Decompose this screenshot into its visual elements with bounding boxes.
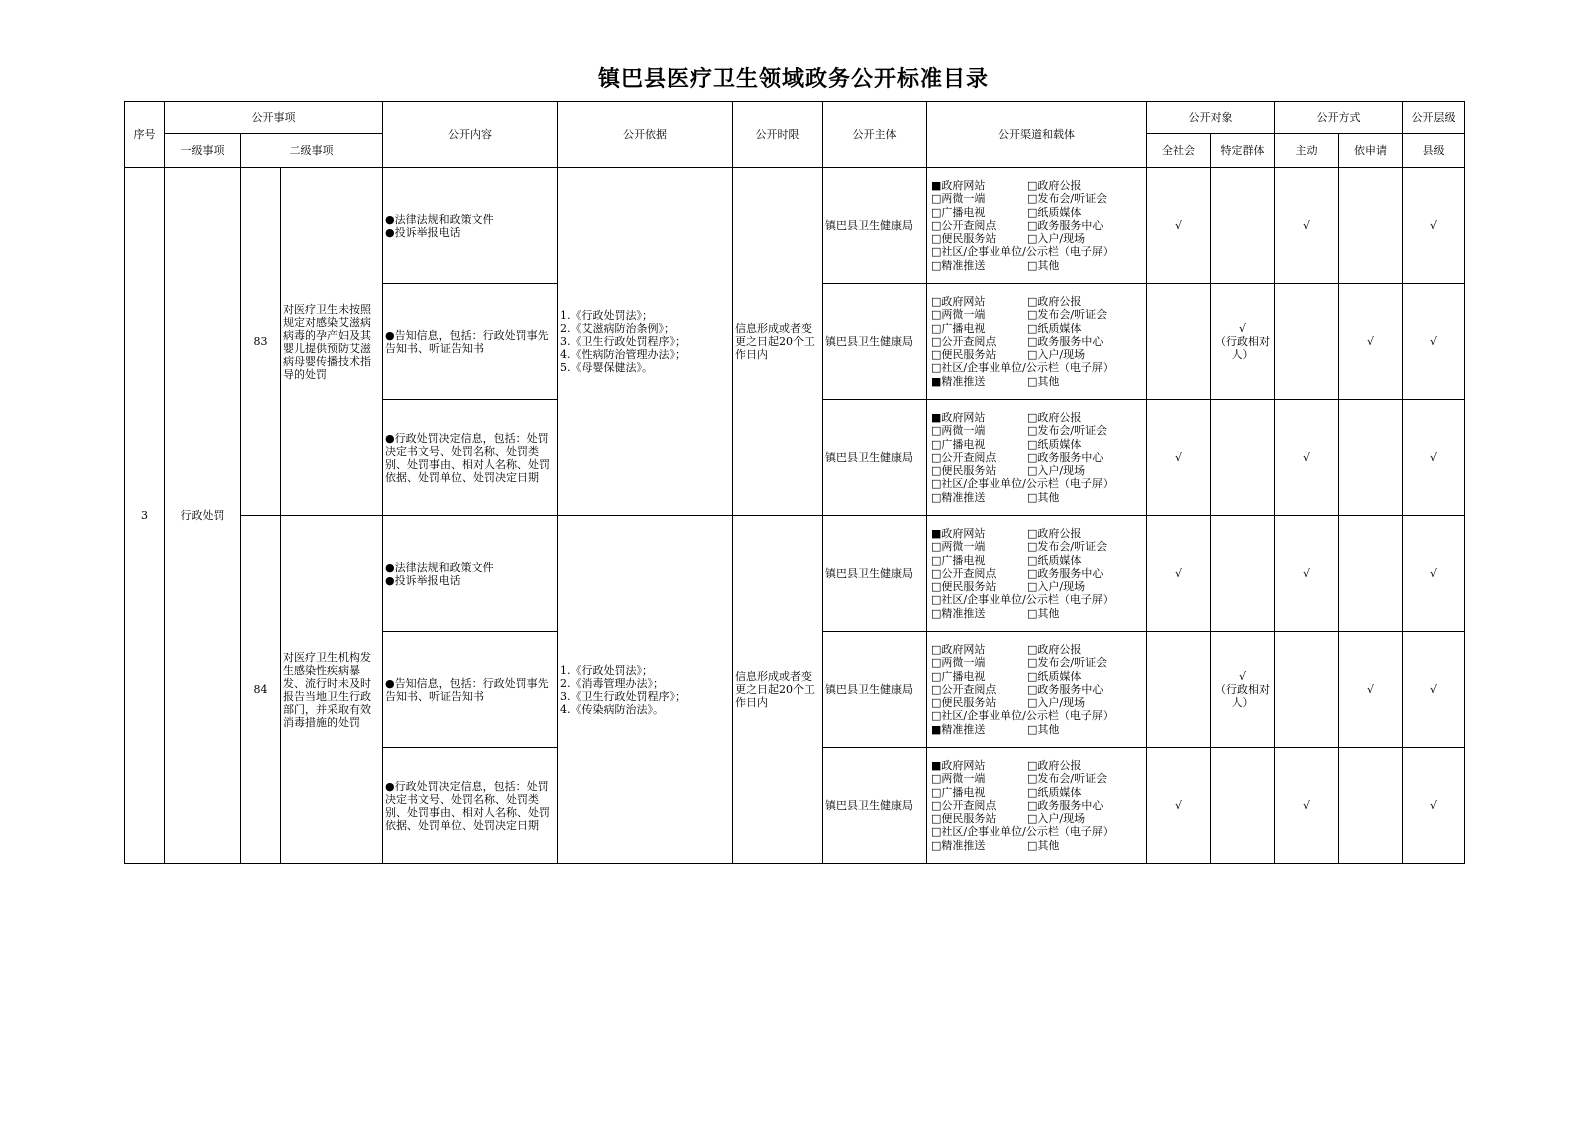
channel-item: □发布会/听证会: [1027, 540, 1108, 554]
basis-cell: [558, 168, 733, 516]
channel-item: □其他: [1027, 490, 1060, 504]
catalog-table: [124, 101, 1465, 864]
channel-item: □其他: [1027, 722, 1060, 736]
channel-item: □公开查阅点: [931, 450, 997, 464]
level-county-check: √: [1403, 516, 1465, 632]
header-channels: 公开渠道和载体: [927, 102, 1147, 168]
basis-line: 4.《传染病防治法》。: [560, 702, 665, 716]
header-subject: 公开主体: [823, 102, 927, 168]
channel-item: ■精准推送: [931, 722, 986, 736]
channel-item: □政府公报: [1027, 295, 1082, 309]
channel-item: □入户/现场: [1027, 464, 1086, 478]
basis-line: 2.《消毒管理办法》；: [560, 676, 665, 690]
content-hotline-line: ●投诉举报电话: [385, 573, 461, 587]
channel-item: □入户/现场: [1027, 812, 1086, 826]
channel-item: □政府公报: [1027, 411, 1082, 425]
channel-item: □入户/现场: [1027, 348, 1086, 362]
channel-item: ■政府网站: [931, 759, 986, 773]
group-level1: 行政处罚: [165, 168, 241, 864]
basis-line: 1.《行政处罚法》；: [560, 309, 654, 322]
channel-item: □精准推送: [931, 838, 986, 852]
basis-line: 4.《性病防治管理办法》；: [560, 348, 687, 361]
time-limit: 信息形成或者变更之日起20个工作日内: [733, 516, 823, 864]
header-items: 公开事项: [165, 102, 383, 134]
channel-item: □便民服务站: [931, 580, 997, 594]
subject-cell: 镇巴县卫生健康局: [823, 168, 927, 284]
channel-item: □公开查阅点: [931, 798, 997, 812]
channel-item: □广播电视: [931, 785, 986, 799]
target-all-check: √: [1147, 400, 1211, 516]
target-all-check: √: [1147, 516, 1211, 632]
channel-item: □广播电视: [931, 437, 986, 451]
header-basis: 公开依据: [558, 102, 733, 168]
method-request-empty: [1339, 516, 1403, 632]
header-method-request: 依申请: [1339, 134, 1403, 168]
channel-item: □其他: [1027, 258, 1060, 272]
channel-item: □两微一端: [931, 192, 986, 206]
channel-item: □政务服务中心: [1027, 218, 1104, 232]
channel-item: □纸质媒体: [1027, 785, 1082, 799]
channel-item: □广播电视: [931, 205, 986, 219]
channel-item: □政府公报: [1027, 527, 1082, 541]
subject-cell: 镇巴县卫生健康局: [823, 748, 927, 864]
channel-item: □精准推送: [931, 606, 986, 620]
content-notice: ●告知信息，包括：行政处罚事先告知书、听证告知书: [383, 632, 558, 748]
method-active-check: √: [1275, 400, 1339, 516]
channel-item: □公开查阅点: [931, 218, 997, 232]
specific-check-text: （行政相对人）: [1215, 335, 1271, 361]
channel-item: □纸质媒体: [1027, 321, 1082, 335]
basis-line: 3.《卫生行政处罚程序》；: [560, 335, 687, 348]
channel-item: □两微一端: [931, 656, 986, 670]
channel-item: □便民服务站: [931, 232, 997, 246]
content-laws-line: ●法律法规和政策文件: [385, 212, 494, 226]
level-county-check: √: [1403, 632, 1465, 748]
channel-item: □社区/企事业单位/公示栏（电子屏）: [931, 825, 1114, 839]
item-name: 对医疗卫生机构发生感染性疾病暴发、流行时未及时报告当地卫生行政部门，并采取有效消毒措施的处罚: [281, 516, 383, 864]
channel-item: □入户/现场: [1027, 232, 1086, 246]
header-target-specific: 特定群体: [1211, 134, 1275, 168]
channel-item: □发布会/听证会: [1027, 772, 1108, 786]
channel-item: □入户/现场: [1027, 696, 1086, 710]
channel-item: □政务服务中心: [1027, 566, 1104, 580]
target-specific-empty: [1211, 400, 1275, 516]
channel-item: □政府公报: [1027, 759, 1082, 773]
header-content: 公开内容: [383, 102, 558, 168]
target-specific-check: [1211, 284, 1275, 400]
channel-item: □发布会/听证会: [1027, 656, 1108, 670]
target-specific-check: [1211, 632, 1275, 748]
page-title: 镇巴县医疗卫生领域政务公开标准目录: [597, 66, 989, 92]
channel-item: □社区/企事业单位/公示栏（电子屏）: [931, 593, 1114, 607]
method-active-check: √: [1275, 748, 1339, 864]
level-county-check: √: [1403, 748, 1465, 864]
method-active-empty: [1275, 284, 1339, 400]
channel-item: ■政府网站: [931, 179, 986, 193]
level-county-check: √: [1403, 400, 1465, 516]
channel-item: □纸质媒体: [1027, 669, 1082, 683]
channels-grid: [929, 759, 1144, 851]
content-laws: [383, 168, 558, 284]
method-active-empty: [1275, 632, 1339, 748]
specific-check-mark: √: [1239, 670, 1247, 683]
channel-item: □发布会/听证会: [1027, 424, 1108, 438]
level-county-check: √: [1403, 168, 1465, 284]
target-all-check: √: [1147, 748, 1211, 864]
header-seq: 序号: [125, 102, 165, 168]
header-method-active: 主动: [1275, 134, 1339, 168]
channel-item: ■政府网站: [931, 527, 986, 541]
target-specific-empty: [1211, 748, 1275, 864]
channel-item: □精准推送: [931, 490, 986, 504]
group-seq: 3: [125, 168, 165, 864]
channel-item: □政府公报: [1027, 179, 1082, 193]
channels-cell: [927, 168, 1147, 284]
method-request-empty: [1339, 168, 1403, 284]
target-specific-empty: [1211, 168, 1275, 284]
header-level: 公开层级: [1403, 102, 1465, 134]
channel-item: □公开查阅点: [931, 334, 997, 348]
channel-item: ■政府网站: [931, 411, 986, 425]
channels-cell: [927, 400, 1147, 516]
basis-line: 1.《行政处罚法》；: [560, 663, 654, 677]
channel-item: □广播电视: [931, 669, 986, 683]
channel-item: □其他: [1027, 374, 1060, 388]
channel-item: □政府网站: [931, 295, 986, 309]
channel-item: □政务服务中心: [1027, 798, 1104, 812]
channels-grid: [929, 527, 1144, 619]
channel-item: □纸质媒体: [1027, 553, 1082, 567]
header-level1: 一级事项: [165, 134, 241, 168]
content-hotline-line: ●投诉举报电话: [385, 225, 461, 239]
content-decision: ●行政处罚决定信息，包括：处罚决定书文号、处罚名称、处罚类别、处罚事由、相对人名称、处罚依据、处罚单位、处罚决定日期: [383, 400, 558, 516]
channels-grid: [929, 643, 1144, 735]
basis-cell: [558, 516, 733, 864]
item-name: 对医疗卫生未按照规定对感染艾滋病病毒的孕产妇及其婴儿提供预防艾滋病母婴传播技术指导的处罚: [281, 168, 383, 516]
channel-item: □纸质媒体: [1027, 437, 1082, 451]
channel-item: □广播电视: [931, 553, 986, 567]
channel-item: □其他: [1027, 606, 1060, 620]
channels-cell: [927, 516, 1147, 632]
specific-check-mark: √: [1239, 322, 1247, 335]
method-request-check: √: [1339, 632, 1403, 748]
channel-item: □社区/企事业单位/公示栏（电子屏）: [931, 709, 1114, 723]
channels-cell: [927, 748, 1147, 864]
level-county-check: √: [1403, 284, 1465, 400]
channel-item: □发布会/听证会: [1027, 192, 1108, 206]
channel-item: □政务服务中心: [1027, 682, 1104, 696]
channel-item: □纸质媒体: [1027, 205, 1082, 219]
method-request-empty: [1339, 748, 1403, 864]
channel-item: □便民服务站: [931, 464, 997, 478]
channel-item: □社区/企事业单位/公示栏（电子屏）: [931, 477, 1114, 491]
channel-item: □政府公报: [1027, 643, 1082, 657]
channel-item: □入户/现场: [1027, 580, 1086, 594]
channel-item: □便民服务站: [931, 812, 997, 826]
channel-item: □发布会/听证会: [1027, 308, 1108, 322]
channel-item: □两微一端: [931, 540, 986, 554]
basis-line: 5.《母婴保健法》。: [560, 361, 654, 374]
channels-cell: [927, 284, 1147, 400]
channel-item: □政府网站: [931, 643, 986, 657]
channel-item: □公开查阅点: [931, 566, 997, 580]
channel-item: □便民服务站: [931, 348, 997, 362]
channels-grid: [929, 179, 1144, 271]
channel-item: □其他: [1027, 838, 1060, 852]
target-all-check: √: [1147, 168, 1211, 284]
header-level-county: 县级: [1403, 134, 1465, 168]
header-level2: 二级事项: [241, 134, 383, 168]
target-all-empty: [1147, 284, 1211, 400]
content-laws: [383, 516, 558, 632]
channel-item: □政务服务中心: [1027, 334, 1104, 348]
channel-item: □社区/企事业单位/公示栏（电子屏）: [931, 361, 1114, 375]
content-laws-line: ●法律法规和政策文件: [385, 560, 494, 574]
channel-item: □两微一端: [931, 772, 986, 786]
channels-grid: [929, 411, 1144, 503]
subject-cell: 镇巴县卫生健康局: [823, 284, 927, 400]
channels-grid: [929, 295, 1144, 387]
header-method: 公开方式: [1275, 102, 1403, 134]
header-target-all: 全社会: [1147, 134, 1211, 168]
channel-item: ■精准推送: [931, 374, 986, 388]
basis-line: 3.《卫生行政处罚程序》；: [560, 689, 687, 703]
target-all-empty: [1147, 632, 1211, 748]
item-no: 83: [241, 168, 281, 516]
method-request-check: √: [1339, 284, 1403, 400]
channel-item: □精准推送: [931, 258, 986, 272]
time-limit: 信息形成或者变更之日起20个工作日内: [733, 168, 823, 516]
table-row: [125, 516, 1465, 632]
channel-item: □两微一端: [931, 424, 986, 438]
content-decision: ●行政处罚决定信息，包括：处罚决定书文号、处罚名称、处罚类别、处罚事由、相对人名称、处罚依据、处罚单位、处罚决定日期: [383, 748, 558, 864]
subject-cell: 镇巴县卫生健康局: [823, 632, 927, 748]
channel-item: □两微一端: [931, 308, 986, 322]
channel-item: □公开查阅点: [931, 682, 997, 696]
subject-cell: 镇巴县卫生健康局: [823, 400, 927, 516]
basis-line: 2.《艾滋病防治条例》；: [560, 322, 676, 335]
channel-item: □政务服务中心: [1027, 450, 1104, 464]
subject-cell: 镇巴县卫生健康局: [823, 516, 927, 632]
item-no: 84: [241, 516, 281, 864]
method-request-empty: [1339, 400, 1403, 516]
method-active-check: √: [1275, 168, 1339, 284]
specific-check-text: （行政相对人）: [1215, 683, 1271, 709]
channel-item: □广播电视: [931, 321, 986, 335]
header-time-limit: 公开时限: [733, 102, 823, 168]
method-active-check: √: [1275, 516, 1339, 632]
channel-item: □社区/企事业单位/公示栏（电子屏）: [931, 245, 1114, 259]
channels-cell: [927, 632, 1147, 748]
header-target: 公开对象: [1147, 102, 1275, 134]
target-specific-empty: [1211, 516, 1275, 632]
channel-item: □便民服务站: [931, 696, 997, 710]
table-row: [125, 168, 1465, 284]
content-notice: ●告知信息，包括：行政处罚事先告知书、听证告知书: [383, 284, 558, 400]
